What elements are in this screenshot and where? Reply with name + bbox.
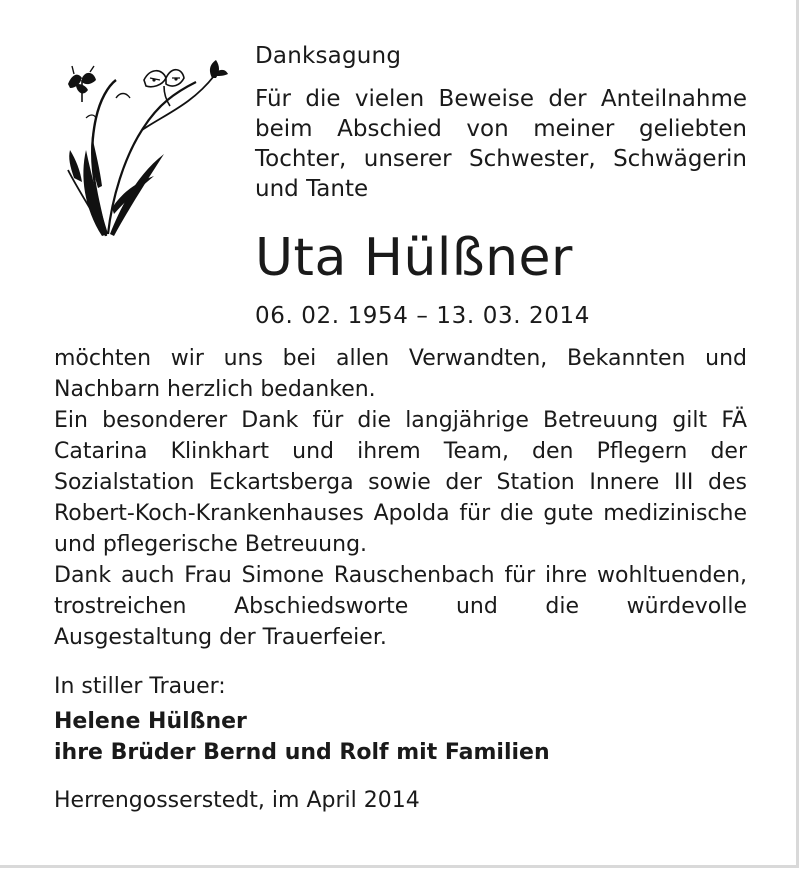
thanks-body <box>54 343 747 653</box>
thanks-paragraph: Dank auch Frau Simone Rauschenbach für ihre wohltuenden, trostreichen Abschiedsworte und die würdevolle Ausgestaltung der Trauerfeier. <box>54 563 747 650</box>
thanks-paragraph: Ein besonderer Dank für die langjährige Betreuung gilt FÄ Catarina Klinkhart und ihrem Team, den Pflegern der Sozialstation Eckartsberga sowie der Station Innere III des Robert-Koch-Krankenhauses Apolda für die gute medizinische und pflegerische Betreuung. <box>54 408 747 557</box>
intro-text: Für die vielen Beweise der Anteilnahme beim Abschied von meiner geliebten Tochter, unserer Schwester, Schwägerin und Tante <box>255 86 747 202</box>
thanks-paragraph: möchten wir uns bei allen Verwandten, Bekannten und Nachbarn herzlich bedanken. <box>54 346 747 402</box>
header-block <box>255 40 747 204</box>
mourner-name: Helene Hülßner <box>54 709 247 734</box>
mourners-list <box>54 706 550 768</box>
iris-flower-icon <box>46 58 230 238</box>
page-title: Danksagung <box>255 43 402 69</box>
place-date: Herrengosserstedt, im April 2014 <box>54 788 420 813</box>
life-dates: 06. 02. 1954 – 13. 03. 2014 <box>255 303 590 329</box>
mourner-name: ihre Brüder Bernd und Rolf mit Familien <box>54 740 550 765</box>
mourning-intro: In stiller Trauer: <box>54 674 226 699</box>
deceased-name: Uta Hülßner <box>255 228 573 288</box>
